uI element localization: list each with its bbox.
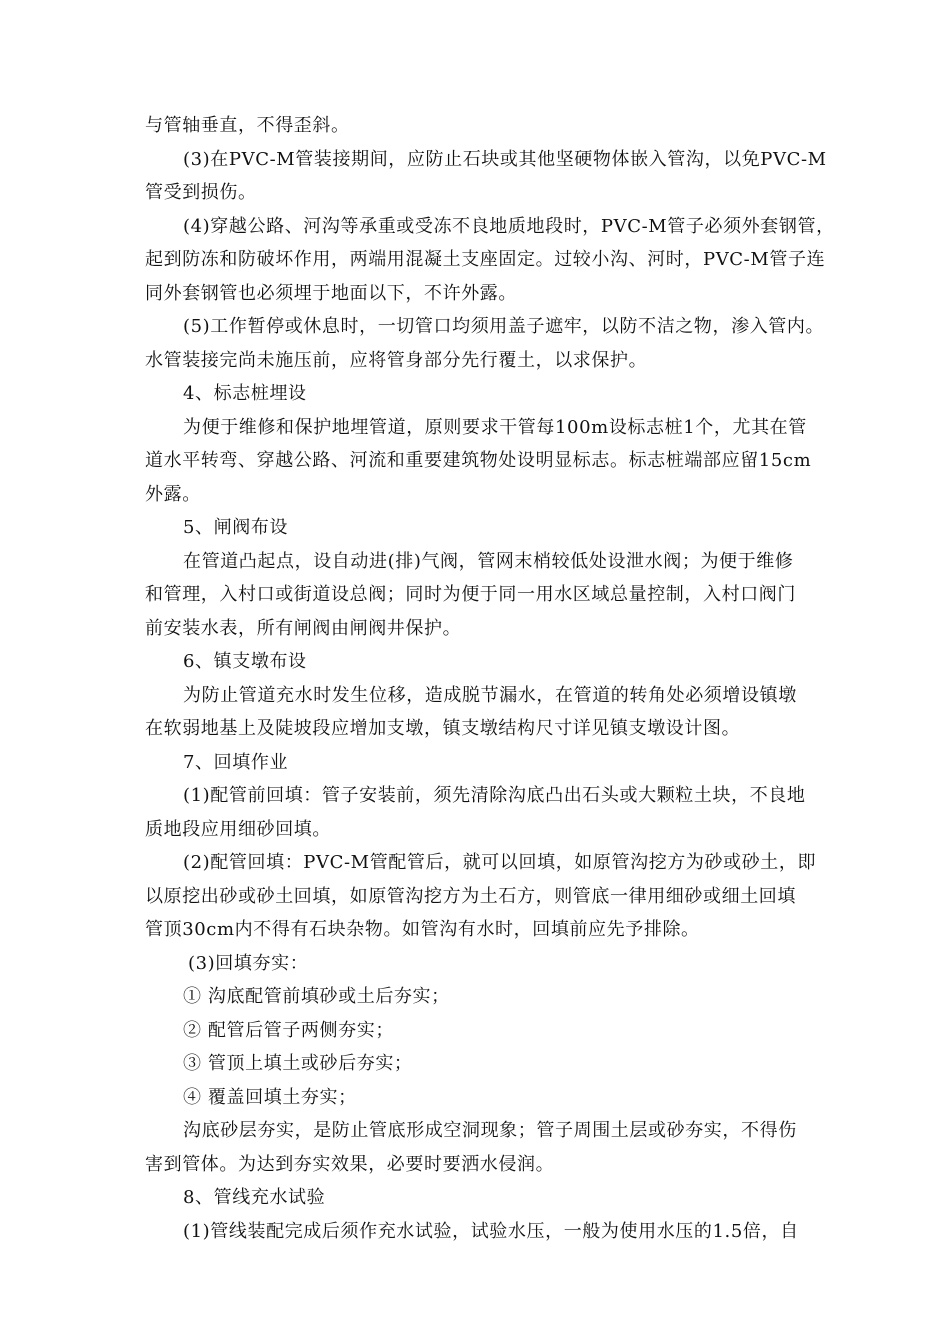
text-line: 前安装水表，所有闸阀由闸阀井保护。 [145, 617, 462, 639]
text-line: 4、标志桩埋设 [183, 383, 307, 404]
text-line: 为防止管道充水时发生位移，造成脱节漏水，在管道的转角处必须增设镇墩 [183, 684, 797, 706]
text-line: 8、管线充水试验 [183, 1187, 326, 1208]
text-line: 管受到损伤。 [145, 182, 257, 203]
text-line: 6、镇支墩布设 [183, 651, 307, 672]
text-line: 在管道凸起点，设自动进(排)气阀，管网末梢较低处设泄水阀；为便于维修 [183, 550, 794, 572]
text-line: 外露。 [145, 483, 201, 505]
text-line: (1)配管前回填：管子安装前，须先清除沟底凸出石头或大颗粒土块，不良地 [183, 785, 806, 806]
text-line: 与管轴垂直，不得歪斜。 [145, 115, 350, 136]
text-line: 7、回填作业 [183, 751, 289, 773]
text-line: 以原挖出砂或砂土回填，如原管沟挖方为土石方，则管底一律用细砂或细土回填 [145, 885, 796, 907]
text-line: 害到管体。为达到夯实效果，必要时要洒水侵润。 [145, 1153, 555, 1175]
text-line: 起到防冻和防破坏作用，两端用混凝土支座固定。过较小沟、河时，PVC-M管子连 [145, 249, 826, 270]
text-line: 5、闸阀布设 [183, 517, 289, 538]
text-line: (2)配管回填：PVC-M管配管后，就可以回填，如原管沟挖方为砂或砂土，即 [183, 852, 817, 873]
text-line: 道水平转弯、穿越公路、河流和重要建筑物处设明显标志。标志桩端部应留15cm [145, 450, 812, 471]
text-line: (3)回填夯实： [188, 952, 309, 974]
text-line: ③ 管顶上填土或砂后夯实； [183, 1053, 413, 1074]
text-line: 为便于维修和保护地埋管道，原则要求干管每100m设标志桩1个，尤其在管 [183, 416, 807, 438]
text-line: 同外套钢管也必须埋于地面以下，不许外露。 [145, 282, 517, 304]
text-line: 沟底砂层夯实，是防止管底形成空洞现象；管子周围土层或砂夯实，不得伤 [183, 1120, 797, 1141]
text-line: (1)管线装配完成后须作充水试验，试验水压，一般为使用水压的1.5倍，自 [183, 1220, 799, 1242]
text-line: (5)工作暂停或休息时，一切管口均须用盖子遮牢，以防不洁之物，渗入管内。 [183, 316, 825, 337]
text-line: 管顶30cm内不得有石块杂物。如管沟有水时，回填前应先予排除。 [145, 919, 700, 940]
text-line: (4)穿越公路、河沟等承重或受冻不良地质地段时，PVC-M管子必须外套钢管， [183, 215, 835, 237]
text-line: 水管装接完尚未施压前，应将管身部分先行覆土，以求保护。 [145, 349, 648, 371]
text-line: 质地段应用细砂回填。 [145, 818, 331, 840]
text-line: 和管理，入村口或街道设总阀；同时为便于同一用水区域总量控制，入村口阀门 [145, 584, 796, 605]
text-line: 在软弱地基上及陡坡段应增加支墩，镇支墩结构尺寸详见镇支墩设计图。 [145, 718, 741, 739]
text-line: ① 沟底配管前填砂或土后夯实； [183, 986, 450, 1007]
text-line: ④ 覆盖回填土夯实； [183, 1086, 357, 1108]
document-body [145, 109, 835, 1248]
text-line: (3)在PVC-M管装接期间，应防止石块或其他坚硬物体嵌入管沟，以免PVC-M [183, 148, 827, 170]
text-line: ② 配管后管子两侧夯实； [183, 1019, 394, 1041]
